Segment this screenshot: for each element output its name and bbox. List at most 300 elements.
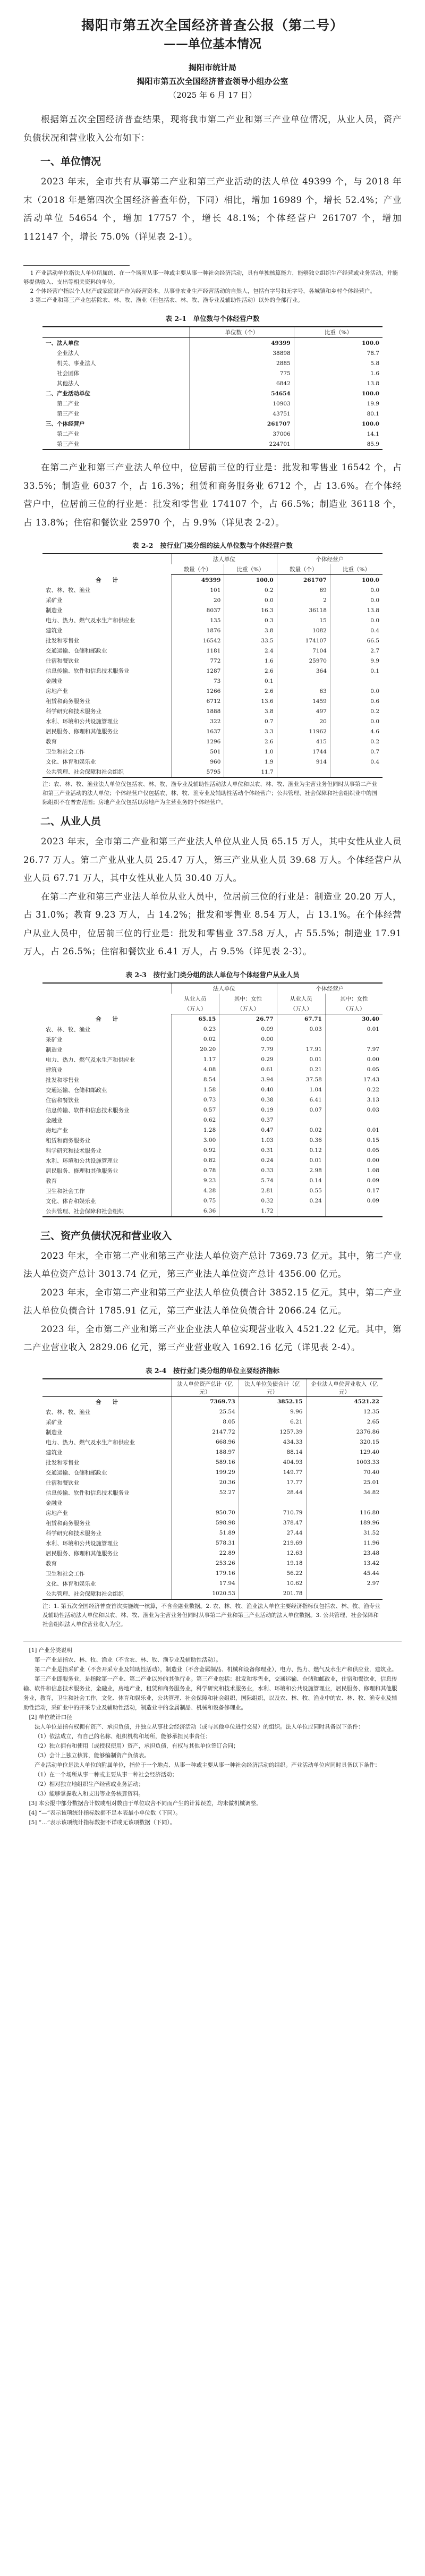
cell-value: 20.36 [172,1478,239,1488]
section-heading-units: 一、单位情况 [40,156,101,167]
cell-value: 11962 [277,726,330,736]
row-label: 居民服务、修理和其他服务业 [46,1550,118,1557]
table-header: 比重（%） [224,564,277,575]
cell-value: 189.96 [306,1518,382,1528]
table-row [42,716,382,726]
row-label: 金融业 [46,1499,63,1506]
cell-value: 3.13 [325,1095,382,1105]
cell-value: 31.52 [306,1528,382,1538]
cell-value: 2147.72 [172,1427,239,1437]
table-row [42,706,382,716]
cell-value [277,1035,325,1045]
cell-value: 0.09 [325,1176,382,1186]
cell-value: 219.69 [239,1538,306,1548]
cell-value: 0.00 [325,1055,382,1065]
cell-value: 0.0 [330,585,382,595]
cell-value: 0.09 [219,1024,277,1035]
cell-value: 0.0 [330,716,382,726]
table-row [42,1528,382,1538]
table-row [42,1447,382,1458]
table-row [42,585,382,595]
cell-value: 7.79 [219,1045,277,1055]
cell-value: 3852.15 [239,1396,306,1407]
cell-value: 8.54 [172,1075,219,1085]
cell-value: 0.05 [325,1146,382,1156]
row-label: 建筑业 [46,1066,63,1073]
appendix-item: （1）依法成立，有自己的名称、组织机构和场所，能够承担民事责任； [35,1733,211,1740]
cell-value: 0.12 [277,1146,325,1156]
cell-value: 0.01 [325,1024,382,1035]
row-label: 水利、环境和公共设施管理业 [46,718,118,725]
cell-value: 80.1 [294,409,382,419]
row-label: 采矿业 [46,1036,63,1043]
cell-value: 0.61 [219,1065,277,1075]
cell-value: 2.81 [219,1186,277,1196]
table-header [42,1379,172,1397]
table-row [42,1488,382,1498]
table-2-4-body [42,1396,382,1599]
table-2-4-caption: 表 2-4 按行业门类分组的单位主要经济指标 [146,1366,279,1375]
row-label: 租赁和商务服务业 [46,1520,90,1527]
row-label: 住宿和餐饮业 [46,658,79,664]
row-label: 教育 [46,1177,57,1184]
row-label: 制造业 [46,607,63,614]
cell-value: 0.24 [219,1156,277,1166]
cell-value: 2885 [190,358,294,368]
table-row [42,1186,382,1196]
row-label: 电力、热力、燃气及水生产和供应业 [46,1439,135,1446]
table-row [42,1569,382,1579]
table-row [42,1558,382,1569]
row-label: 合 计 [96,577,118,583]
cell-value: 0.36 [277,1136,325,1146]
cell-value: 322 [172,716,224,726]
cell-value: 0.4 [330,625,382,635]
table-row [42,419,382,429]
cell-value: 174107 [277,635,330,646]
table-row [42,1407,382,1417]
cell-value: 67.71 [277,1014,325,1024]
row-label: 水利、环境和公共设施管理业 [46,1540,118,1547]
row-label: 第二产业 [46,431,79,437]
table-2-2-caption: 表 2-2 按行业门类分组的法人单位数与个体经营户数 [132,541,293,549]
cell-value: 199.29 [172,1468,239,1478]
cell-value: 0.02 [277,1125,325,1136]
table-unit: （万人） [277,1004,325,1014]
cell-value: 13.42 [306,1558,382,1569]
cell-value: 1287 [172,666,224,676]
cell-value: 0.4 [330,757,382,767]
cell-value: 88.14 [239,1447,306,1458]
cell-value: 17.43 [325,1075,382,1085]
table-row [42,1437,382,1447]
table-row [42,1035,382,1045]
cell-value: 20.20 [172,1045,219,1055]
table-row [42,1085,382,1095]
cell-value: 0.32 [219,1196,277,1206]
cell-value: 0.07 [277,1105,325,1115]
table-header: 数量（个） [172,564,224,575]
cell-value: 772 [172,656,224,666]
table-row [42,399,382,409]
cell-value: 19.9 [294,399,382,409]
cell-value: 434.33 [239,1437,306,1447]
cell-value [325,1206,382,1217]
row-label: 制造业 [46,1429,63,1436]
table-header: 数量（个） [277,564,330,575]
page-subtitle: ——单位基本情况 [164,37,261,51]
cell-value: 1459 [277,696,330,706]
table-row [42,605,382,615]
cell-value: 0.0 [330,615,382,625]
cell-value: 13.8 [294,378,382,388]
row-label: 住宿和餐饮业 [46,1479,79,1486]
cell-value: 54654 [190,388,294,399]
cell-value: 30.40 [325,1014,382,1024]
cell-value: 38898 [190,348,294,358]
table-header: 单位数（个） [190,327,294,338]
cell-value [239,1498,306,1508]
table-2-1-caption: 表 2-1 单位数与个体经营户数 [165,315,260,323]
table-row [42,575,382,586]
row-label: 住宿和餐饮业 [46,1097,79,1104]
cell-value: 1.6 [294,368,382,378]
cell-value: 14.1 [294,429,382,439]
table-row [42,1075,382,1085]
cell-value: 0.17 [325,1186,382,1196]
cell-value: 1.08 [325,1166,382,1176]
cell-value: 0.2 [224,585,277,595]
row-label: 公共管理、社会保障和社会组织 [42,1206,172,1217]
table-2-4 [42,1378,382,1600]
cell-value: 28.44 [239,1488,306,1498]
row-label: 建筑业 [46,1449,63,1456]
cell-value: 26.77 [219,1014,277,1024]
table-group-header: 个体经营户 [277,554,382,564]
row-label: 信息传输、软件和信息技术服务业 [46,1107,130,1114]
cell-value: 775 [190,368,294,378]
cell-value: 0.92 [172,1146,219,1156]
cell-value: 224701 [190,439,294,450]
table-2-2-note: 注：农、林、牧、渔业法人单位仅包括农、林、牧、渔专业及辅助性活动法人单位和以农、林、牧、渔业为主营业务但同时从事第二产业和第三产业活动的法人单位；个体经营户仅包括农、林、牧、渔专业及辅助性活动个体经营户；公共管理、社会保障和社会组织业中的国际组织不在普查范围；房地产业仅包括以房地产为主营业务的个体经营户。 [42,781,377,806]
cell-value: 0.15 [325,1136,382,1146]
cell-value: 578.31 [172,1538,239,1548]
cell-value: 149.77 [239,1468,306,1478]
table-row [42,676,382,686]
cell-value: 5.8 [294,358,382,368]
units-paragraph-1: 2023 年末，全市共有从事第二产业和第三产业活动的法人单位 49399 个，与 2018 年末（2018 年是第四次全国经济普查年份，下同）相比，增加 16989 个，增长 52.4%；产业活动单位 54654 个，增加 17757 个，增长 48.1%；个体经营户 261707 个，增加 112147 个，增长 75.0%（详见表 2-1）。 [23,176,402,242]
row-label: 文化、体育和娱乐业 [46,1198,96,1205]
row-label: 房地产业 [46,688,68,694]
cell-value: 100.0 [294,419,382,429]
table-header: 其中：女性 [219,994,277,1004]
cell-value: 7104 [277,646,330,656]
issuer-office: 揭阳市第五次全国经济普查领导小组办公室 [137,77,288,86]
cell-value: 3.8 [224,706,277,716]
cell-value [172,1498,239,1508]
cell-value: 7369.73 [172,1396,239,1407]
table-row [42,1478,382,1488]
cell-value [277,1206,325,1217]
row-label: 制造业 [46,1046,63,1053]
table-row [42,1468,382,1478]
cell-value: 1637 [172,726,224,736]
table-row [42,1548,382,1558]
cell-value: 0.23 [172,1024,219,1035]
cell-value: 25.54 [172,1407,239,1417]
cell-value: 1181 [172,646,224,656]
cell-value: 179.16 [172,1569,239,1579]
row-label: 第三产业 [42,439,190,450]
row-label: 科学研究和技术服务业 [46,708,101,715]
cell-value: 2.6 [224,666,277,676]
cell-value: 0.29 [219,1055,277,1065]
row-label: 农、林、牧、渔业 [46,1409,90,1416]
cell-value: 960 [172,757,224,767]
cell-value: 2.7 [330,646,382,656]
cell-value: 320.15 [306,1437,382,1447]
cell-value: 0.82 [172,1156,219,1166]
table-row [42,726,382,736]
cell-value: 25970 [277,656,330,666]
row-label: 公共管理、社会保障和社会组织 [42,1589,172,1599]
table-header: 企业法人单位营业收入（亿元） [306,1379,382,1397]
cell-value: 0.00 [325,1156,382,1166]
table-row [42,388,382,399]
cell-value: 950.70 [172,1508,239,1518]
table-header: 从业人员 [277,994,325,1004]
cell-value: 27.44 [239,1528,306,1538]
table-header [42,327,190,338]
appendix-item: [5] “…”表示该项统计指标数据不详或无该项数据（下同）。 [29,1819,176,1826]
row-label: 金融业 [46,678,63,684]
row-label: 农、林、牧、渔业 [46,587,90,594]
row-label: 公共管理、社会保障和社会组织 [42,767,172,777]
table-group-header: 法人单位 [172,554,277,564]
cell-value: 11.96 [306,1538,382,1548]
cell-value: 188.97 [172,1447,239,1458]
cell-value: 19.18 [239,1558,306,1569]
cell-value: 45.44 [306,1569,382,1579]
table-header [42,983,172,1014]
cell-value: 0.1 [224,676,277,686]
table-row [42,1176,382,1186]
cell-value: 51.89 [172,1528,239,1538]
table-2-2 [42,553,382,778]
table-row [42,1055,382,1065]
table-row [42,1206,382,1217]
table-row [42,656,382,666]
row-label: 电力、热力、燃气及水生产和供应业 [46,1056,135,1063]
cell-value: 0.55 [277,1186,325,1196]
cell-value: 8.05 [172,1417,239,1427]
table-2-1 [42,326,382,450]
cell-value: 6842 [190,378,294,388]
appendix-item: （3）能够掌握收入和支出等业务核算资料。 [35,1790,144,1797]
row-label: 文化、体育和娱乐业 [46,1580,96,1587]
cell-value: 589.16 [172,1458,239,1468]
table-header: 法人单位资产总计（亿元） [172,1379,239,1397]
cell-value [325,1035,382,1045]
table-group-header: 法人单位 [172,983,277,994]
cell-value: 0.01 [325,1125,382,1136]
cell-value: 116.80 [306,1508,382,1518]
row-label: 教育 [46,739,57,745]
cell-value: 0.00 [219,1035,277,1045]
intro-paragraph: 根据第五次全国经济普查结果，现将我市第二产业和第三产业单位情况，从业人员，资产负债状况和营业收入公布如下： [23,114,402,143]
cell-value: 56.22 [239,1569,306,1579]
cell-value: 129.40 [306,1447,382,1458]
appendix-item: （2）相对独立地组织生产经营或业务活动； [35,1781,144,1787]
cell-value: 0.2 [330,706,382,716]
cell-value: 0.75 [172,1196,219,1206]
table-unit: （万人） [219,1004,277,1014]
cell-value: 1.9 [224,757,277,767]
appendix-item: [4] “—”表示该项统计指标数据不足本表最小单位数（下同）。 [29,1809,181,1816]
cell-value: 100.0 [330,575,382,586]
row-label: 第三产业 [46,411,79,417]
cell-value: 17.91 [277,1045,325,1055]
row-label: 企业法人 [46,350,79,357]
cell-value: 2.97 [306,1579,382,1589]
cell-value: 1876 [172,625,224,635]
cell-value: 378.47 [239,1518,306,1528]
cell-value: 0.31 [219,1146,277,1156]
table-row [42,686,382,696]
row-label: 信息传输、软件和信息技术服务业 [46,668,130,674]
row-label: 采矿业 [46,1419,63,1426]
row-label: 其他法人 [46,380,79,387]
cell-value: 3.00 [172,1136,219,1146]
table-row [42,1417,382,1427]
cell-value: 0.01 [277,1156,325,1166]
row-label: 二、产业活动单位 [46,391,90,397]
table-row [42,1396,382,1407]
cell-value: 6.21 [239,1417,306,1427]
table-row [42,625,382,635]
cell-value: 0.57 [172,1105,219,1115]
issuer-bureau: 揭阳市统计局 [188,63,236,72]
cell-value: 1.6 [224,656,277,666]
table-row [42,338,382,349]
cell-value: 15 [277,615,330,625]
section-heading-employment: 二、从业人员 [40,816,101,827]
cell-value: 70.40 [306,1468,382,1478]
cell-value: 1.17 [172,1055,219,1065]
cell-value: 66.5 [330,635,382,646]
row-label: 房地产业 [46,1127,68,1134]
cell-value: 17.94 [172,1579,239,1589]
table-header: 比重（%） [294,327,382,338]
cell-value: 497 [277,706,330,716]
cell-value: 1082 [277,625,330,635]
row-label: 机关、事业法人 [46,360,96,367]
appendix-item: [1] 产业分类说明 [29,1647,72,1654]
row-label: 合 计 [96,1016,118,1023]
cell-value: 1.28 [172,1125,219,1136]
table-header: 比重（%） [330,564,382,575]
row-label: 卫生和社会工作 [46,1570,85,1577]
cell-value: 52.27 [172,1488,239,1498]
footnote-item: 3 第二产业和第三产业包括除农、林、牧、渔业（但包括农、林、牧、渔专业及辅助性活动）以外的全部行业。 [30,297,303,303]
table-row [42,368,382,378]
assets-paragraph-2: 2023 年末，全市第二产业和第三产业法人单位负债合计 3852.15 亿元。其中，第二产业法人单位负债合计 1785.91 亿元，第三产业法人单位负债合计 2066.24 亿元。 [23,1287,402,1316]
cell-value: 0.09 [325,1196,382,1206]
cell-value: 1744 [277,747,330,757]
appendix-item: 第一产业是指农、林、牧、渔业（不含农、林、牧、渔专业及辅助性活动）。 [35,1656,222,1663]
table-2-3-caption: 表 2-3 按行业门类分组的法人单位与个体经营户从业人员 [125,970,300,979]
cell-value: 5.74 [219,1176,277,1186]
cell-value: 12.35 [306,1407,382,1417]
row-label: 租赁和商务服务业 [46,698,90,705]
table-row [42,1508,382,1518]
row-label: 信息传输、软件和信息技术服务业 [46,1489,130,1496]
table-row [42,1196,382,1206]
cell-value: 4.08 [172,1065,219,1075]
table-header: 法人单位负债合计（亿元） [239,1379,306,1397]
table-row [42,1156,382,1166]
cell-value: 37006 [190,429,294,439]
cell-value: 0.40 [219,1085,277,1095]
table-row [42,1146,382,1156]
cell-value: 49399 [190,338,294,349]
cell-value: 914 [277,757,330,767]
row-label: 批发和零售业 [46,1077,79,1083]
appendix-item: （1）在一个场所从事一种或主要从事一种社会经济活动； [35,1771,178,1778]
appendix-item: 第三产业即服务业，是指除第一产业、第二产业以外的其他行业。第三产业包括：批发和零售业，交通运输、仓储和邮政业，住宿和餐饮业，信息传输、软件和信息技术服务业，金融业，房地产业，租赁和商务服务业，科学研究和技术服务业，水利、环境和公共设施管理业，居民服务、修理和其他服务业，教育，卫生和社会工作，文化、体育和娱乐业，公共管理、社会保障和社会组织，国际组织，以及农、林、牧、渔业中的农、林、牧、渔专业及辅助性活动，采矿业中的开采专业及辅助性活动，制造业中的金属制品、机械和设备修理业。 [23,1675,397,1711]
appendix-item: 产业活动单位是法人单位的附属单位，指位于一个地点、从事一种或主要从事一种社会经济活动的组织。产业活动单位应同时具备以下条件： [35,1761,380,1768]
table-row [42,1045,382,1055]
table-row [42,439,382,450]
cell-value: 598.98 [172,1518,239,1528]
cell-value: 1.03 [219,1136,277,1146]
cell-value: 101 [172,585,224,595]
assets-paragraph-1: 2023 年末，全市第二产业和第三产业法人单位资产总计 7369.73 亿元。其中，第二产业法人单位资产总计 3013.74 亿元，第三产业法人单位资产总计 4356.00 亿元。 [23,1250,402,1279]
footnotes [23,269,402,305]
cell-value: 85.9 [294,439,382,450]
row-label: 科学研究和技术服务业 [46,1530,101,1537]
cell-value: 63 [277,686,330,696]
row-label: 电力、热力、燃气及水生产和供应业 [46,617,135,624]
row-label: 农、林、牧、渔业 [46,1026,90,1033]
cell-value: 10.62 [239,1579,306,1589]
cell-value: 1020.53 [172,1589,239,1599]
cell-value: 0.01 [277,1055,325,1065]
appendix-item: 法人单位是指有权拥有资产、承担负债，并独立从事社会经济活动（或与其他单位进行交易）的组织。法人单位应同时具备以下条件： [35,1723,364,1730]
cell-value: 253.26 [172,1558,239,1569]
footnote-item: 1 产业活动单位指法人单位所属的、在一个场所从事一种或主要从事一种社会经济活动，具有单独核算能力，能够独立组织生产经营或业务活动，并能够提供收入、支出等相关资料的单位。 [23,270,398,285]
cell-value: 0.62 [172,1115,219,1125]
cell-value: 12.63 [239,1548,306,1558]
cell-value: 668.96 [172,1437,239,1447]
cell-value: 13.8 [330,605,382,615]
appendix-item: [3] 本公报中部分数据合计数或相对数由于单位取舍不同而产生的计算误差，均未做机械调整。 [29,1800,262,1807]
table-header [42,554,172,575]
cell-value: 17.77 [239,1478,306,1488]
cell-value: 0.0 [330,686,382,696]
cell-value [277,676,330,686]
cell-value: 261707 [190,419,294,429]
cell-value: 0.3 [224,615,277,625]
table-row [42,1105,382,1115]
cell-value: 0.14 [277,1176,325,1186]
cell-value: 8037 [172,605,224,615]
row-label: 合 计 [96,1399,118,1405]
cell-value: 0.2 [330,736,382,747]
cell-value: 710.79 [239,1508,306,1518]
cell-value: 0.78 [172,1166,219,1176]
cell-value: 501 [172,747,224,757]
